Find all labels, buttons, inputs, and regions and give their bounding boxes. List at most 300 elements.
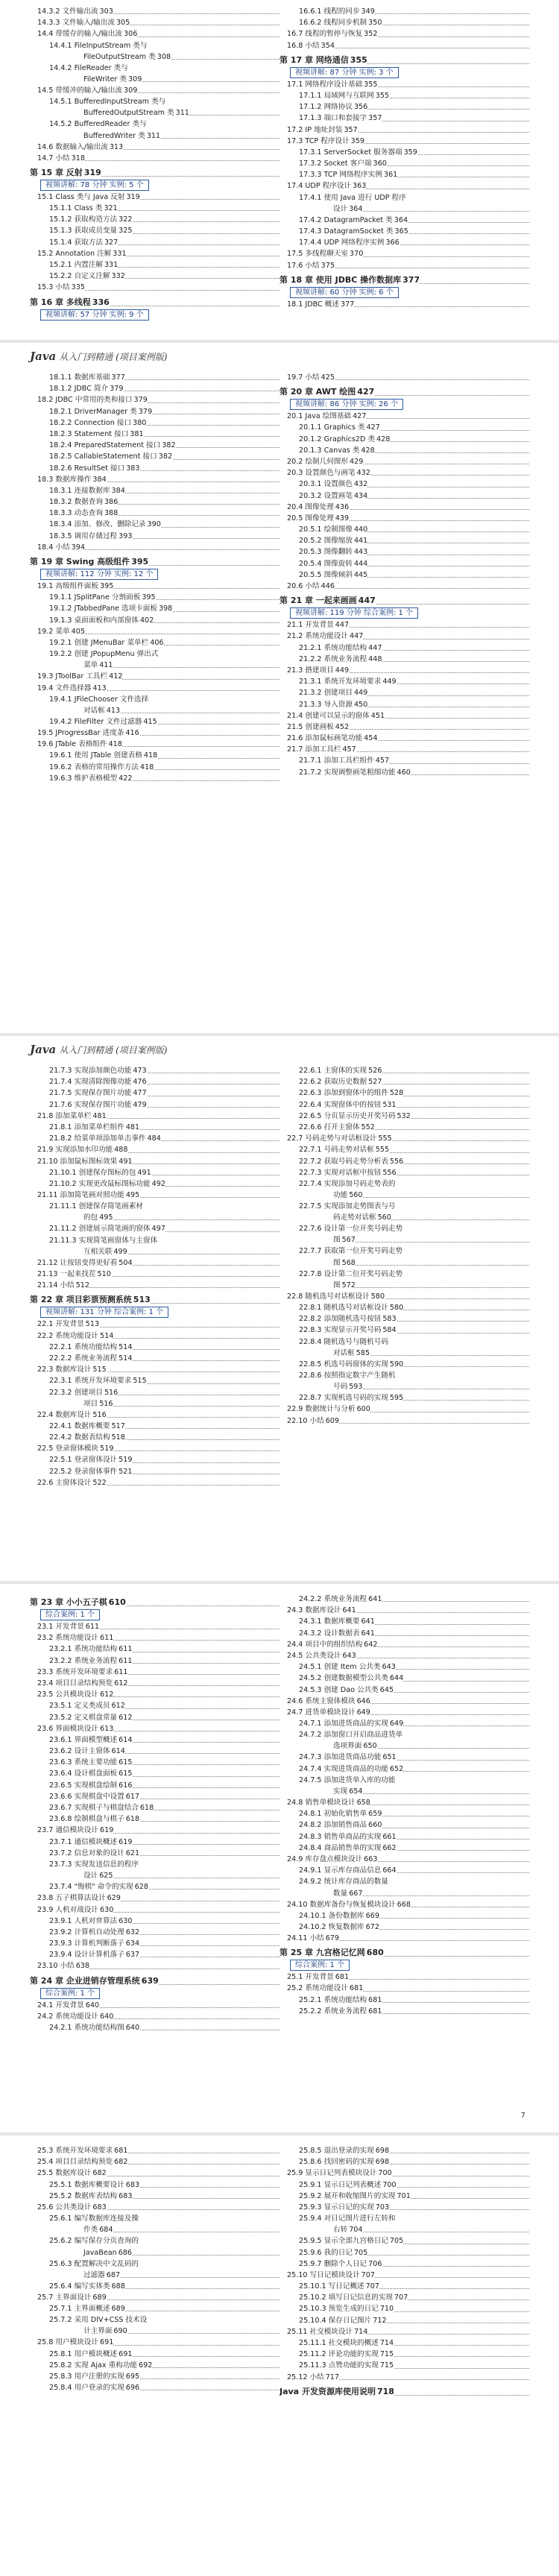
toc-entry[interactable] [30,1454,280,1465]
toc-entry[interactable] [30,63,280,74]
toc-entry[interactable] [30,2337,280,2348]
toc-entry[interactable] [30,581,280,592]
toc-entry[interactable] [280,1246,529,1257]
toc-entry[interactable] [30,1280,280,1291]
toc-entry[interactable] [280,1831,529,1843]
toc-entry[interactable] [30,2191,280,2202]
toc-entry[interactable] [30,2258,280,2270]
toc-entry[interactable] [280,1223,529,1234]
toc-entry[interactable] [30,1432,280,1443]
toc-entry[interactable] [280,1144,529,1155]
toc-entry[interactable] [280,1775,529,1786]
toc-entry[interactable] [280,1707,529,1718]
toc-chapter[interactable] [30,1293,280,1307]
toc-entry[interactable] [30,248,280,259]
toc-entry[interactable] [280,1201,529,1212]
toc-entry[interactable] [30,1723,280,1734]
toc-entry[interactable] [280,2168,529,2179]
toc-entry[interactable] [280,1359,529,1370]
toc-entry[interactable] [280,1302,529,1313]
toc-entry[interactable] [30,1892,280,1904]
toc-chapter-info[interactable] [30,569,280,581]
toc-entry[interactable] [280,1313,529,1325]
toc-entry[interactable] [30,1632,280,1644]
toc-entry[interactable] [280,479,529,490]
toc-entry[interactable] [280,2235,529,2247]
toc-entry[interactable] [280,710,529,722]
toc-entry[interactable] [280,2213,529,2224]
toc-entry[interactable] [30,85,280,96]
toc-entry[interactable] [30,130,280,142]
toc-entry[interactable] [30,74,280,85]
toc-entry[interactable] [30,1167,280,1178]
toc-entry[interactable] [280,1752,529,1763]
toc-entry[interactable] [30,237,280,248]
toc-entry[interactable] [280,434,529,445]
toc-chapter-info[interactable] [30,1988,280,2000]
toc-entry[interactable] [30,2156,280,2168]
toc-entry[interactable] [30,17,280,28]
toc-entry[interactable] [280,1381,529,1392]
toc-entry[interactable] [30,2011,280,2022]
toc-entry[interactable] [280,6,529,17]
toc-chapter-info[interactable] [30,1609,280,1621]
toc-entry[interactable] [30,1689,280,1700]
toc-entry[interactable] [30,2179,280,2191]
toc-chapter-info[interactable] [280,399,529,411]
toc-entry[interactable] [280,1899,529,1910]
toc-entry[interactable] [280,1348,529,1359]
toc-entry[interactable] [30,2168,280,2179]
toc-entry[interactable] [280,733,529,744]
toc-entry[interactable] [280,1594,529,1605]
toc-entry[interactable] [280,1178,529,1190]
toc-entry[interactable] [30,750,280,761]
toc-entry[interactable] [280,1983,529,1994]
toc-entry[interactable] [30,1223,280,1234]
toc-entry[interactable] [280,1415,529,1427]
toc-entry[interactable] [30,603,280,614]
toc-entry[interactable] [280,524,529,535]
toc-entry[interactable] [280,2372,529,2383]
toc-entry[interactable] [30,1757,280,1768]
toc-entry[interactable] [280,1661,529,1673]
toc-entry[interactable] [280,2191,529,2202]
toc-entry[interactable] [280,1076,529,1087]
toc-entry[interactable] [280,1685,529,1696]
toc-entry[interactable] [30,1667,280,1678]
toc-entry[interactable] [280,1212,529,1223]
toc-entry[interactable] [280,490,529,502]
toc-entry[interactable] [280,372,529,383]
toc-entry[interactable] [30,1342,280,1353]
toc-entry[interactable] [30,1881,280,1892]
toc-entry[interactable] [30,2281,280,2292]
toc-chapter[interactable] [30,1596,280,1609]
toc-entry[interactable] [280,1718,529,1729]
toc-entry[interactable] [30,96,280,107]
toc-entry[interactable] [30,1443,280,1454]
toc-entry[interactable] [30,694,280,705]
toc-entry[interactable] [280,1280,529,1291]
toc-entry[interactable] [30,1678,280,1689]
toc-entry[interactable] [30,1813,280,1825]
toc-entry[interactable] [30,1133,280,1144]
toc-entry[interactable] [30,626,280,637]
toc-entry[interactable] [30,1848,280,1859]
toc-entry[interactable] [30,2022,280,2033]
toc-entry[interactable] [30,648,280,660]
toc-entry[interactable] [280,1764,529,1775]
toc-entry[interactable] [30,727,280,739]
toc-entry[interactable] [280,755,529,766]
toc-entry[interactable] [280,1065,529,1076]
toc-entry[interactable] [30,1700,280,1711]
toc-chapter[interactable] [280,594,529,607]
toc-entry[interactable] [280,665,529,676]
toc-entry[interactable] [280,1257,529,1269]
toc-entry[interactable] [280,619,529,631]
toc-entry[interactable] [280,1808,529,1819]
toc-entry[interactable] [30,1644,280,1655]
toc-entry[interactable] [280,2360,529,2371]
toc-entry[interactable] [30,2145,280,2156]
toc-entry[interactable] [280,411,529,422]
toc-entry[interactable] [30,1916,280,1927]
toc-entry[interactable] [280,237,529,248]
toc-entry[interactable] [280,422,529,433]
toc-entry[interactable] [280,535,529,546]
toc-entry[interactable] [280,456,529,467]
toc-entry[interactable] [280,158,529,169]
toc-entry[interactable] [30,2224,280,2235]
toc-entry[interactable] [280,1628,529,1639]
toc-entry[interactable] [280,1234,529,1246]
toc-entry[interactable] [30,107,280,119]
toc-entry[interactable] [30,1144,280,1155]
toc-entry[interactable] [30,1802,280,1813]
toc-entry[interactable] [30,637,280,648]
toc-entry[interactable] [280,699,529,710]
toc-entry[interactable] [280,1843,529,1854]
toc-entry[interactable] [30,1353,280,1364]
toc-entry[interactable] [30,451,280,462]
toc-entry[interactable] [280,136,529,147]
toc-entry[interactable] [280,1111,529,1122]
toc-entry[interactable] [280,1605,529,1616]
toc-entry[interactable] [280,1325,529,1336]
toc-entry[interactable] [30,2247,280,2258]
toc-entry[interactable] [30,773,280,784]
toc-entry[interactable] [280,2224,529,2235]
toc-entry[interactable] [30,1655,280,1667]
toc-entry[interactable] [30,1099,280,1111]
toc-entry[interactable] [280,1888,529,1899]
toc-entry[interactable] [280,558,529,569]
toc-entry[interactable] [280,631,529,642]
toc-entry[interactable] [280,1729,529,1740]
toc-entry[interactable] [280,1087,529,1099]
toc-entry[interactable] [30,40,280,51]
toc-entry[interactable] [30,615,280,626]
toc-entry[interactable] [280,299,529,310]
toc-entry[interactable] [280,90,529,101]
toc-entry[interactable] [280,1291,529,1302]
toc-entry[interactable] [30,1870,280,1881]
toc-entry[interactable] [280,2145,529,2156]
toc-entry[interactable] [280,687,529,698]
toc-chapter[interactable] [280,274,529,287]
toc-entry[interactable] [30,1065,280,1076]
toc-entry[interactable] [280,1616,529,1627]
toc-entry[interactable] [280,1696,529,1707]
toc-entry[interactable] [280,1156,529,1167]
toc-entry[interactable] [30,1938,280,1949]
toc-entry[interactable] [30,383,280,394]
toc-entry[interactable] [30,1712,280,1723]
toc-entry[interactable] [280,2258,529,2270]
toc-entry[interactable] [30,1768,280,1779]
toc-entry[interactable] [280,2270,529,2281]
toc-entry[interactable] [280,2337,529,2349]
toc-entry[interactable] [30,1156,280,1167]
toc-entry[interactable] [30,259,280,271]
toc-entry[interactable] [280,2006,529,2017]
toc-entry[interactable] [280,1854,529,1865]
toc-entry[interactable] [30,463,280,474]
toc-entry[interactable] [30,2213,280,2224]
toc-entry[interactable] [280,1819,529,1831]
toc-entry[interactable] [280,1995,529,2006]
toc-entry[interactable] [30,1734,280,1746]
toc-entry[interactable] [30,542,280,553]
toc-entry[interactable] [30,1746,280,1757]
toc-entry[interactable] [30,2371,280,2382]
toc-entry[interactable] [280,1190,529,1201]
toc-entry[interactable] [30,417,280,429]
toc-entry[interactable] [30,1837,280,1848]
toc-entry[interactable] [280,226,529,237]
toc-entry[interactable] [30,1364,280,1375]
toc-entry[interactable] [280,203,529,215]
toc-chapter[interactable] [280,2385,529,2399]
toc-entry[interactable] [280,445,529,456]
toc-chapter[interactable] [30,166,280,180]
toc-entry[interactable] [30,372,280,383]
toc-entry[interactable] [280,1392,529,1404]
toc-entry[interactable] [30,153,280,164]
toc-entry[interactable] [30,1257,280,1269]
toc-entry[interactable] [30,2235,280,2247]
toc-entry[interactable] [30,1927,280,1938]
toc-entry[interactable] [280,2326,529,2337]
toc-entry[interactable] [280,2202,529,2213]
toc-chapter-info[interactable] [280,1960,529,1972]
toc-entry[interactable] [30,705,280,716]
toc-entry[interactable] [280,192,529,203]
toc-entry[interactable] [280,40,529,51]
toc-entry[interactable] [30,282,280,293]
toc-entry[interactable] [30,429,280,440]
toc-entry[interactable] [280,124,529,136]
toc-entry[interactable] [280,1269,529,1280]
toc-entry[interactable] [280,2247,529,2258]
toc-entry[interactable] [280,1122,529,1133]
toc-entry[interactable] [30,214,280,225]
toc-entry[interactable] [30,496,280,508]
toc-entry[interactable] [30,192,280,203]
toc-chapter[interactable] [280,54,529,67]
toc-entry[interactable] [280,581,529,592]
toc-chapter-info[interactable] [30,180,280,192]
toc-entry[interactable] [30,1190,280,1201]
toc-chapter-info[interactable] [30,309,280,321]
toc-entry[interactable] [30,2202,280,2213]
toc-entry[interactable] [280,643,529,654]
toc-entry[interactable] [280,260,529,271]
toc-chapter-info[interactable] [30,1307,280,1319]
toc-entry[interactable] [30,28,280,40]
toc-entry[interactable] [30,1904,280,1916]
toc-entry[interactable] [30,203,280,214]
toc-entry[interactable] [280,2281,529,2292]
toc-entry[interactable] [30,1466,280,1477]
toc-entry[interactable] [280,1740,529,1752]
toc-entry[interactable] [30,671,280,682]
toc-entry[interactable] [280,215,529,226]
toc-entry[interactable] [280,1650,529,1661]
toc-entry[interactable] [280,1933,529,1944]
toc-entry[interactable] [30,1949,280,1960]
toc-entry[interactable] [30,485,280,496]
toc-entry[interactable] [30,716,280,727]
toc-entry[interactable] [280,28,529,40]
toc-chapter-info[interactable] [280,67,529,79]
toc-entry[interactable] [30,519,280,530]
toc-entry[interactable] [30,1235,280,1246]
toc-entry[interactable] [30,1319,280,1330]
toc-chapter[interactable] [280,1946,529,1960]
toc-entry[interactable] [30,762,280,773]
toc-entry[interactable] [280,1167,529,1178]
toc-entry[interactable] [30,2270,280,2281]
toc-entry[interactable] [30,1111,280,1122]
toc-entry[interactable] [30,1409,280,1421]
toc-chapter[interactable] [280,385,529,399]
toc-entry[interactable] [30,474,280,485]
toc-chapter[interactable] [30,555,280,569]
toc-entry[interactable] [280,2292,529,2303]
toc-entry[interactable] [30,1178,280,1190]
toc-entry[interactable] [30,2360,280,2371]
toc-entry[interactable] [30,2000,280,2011]
toc-entry[interactable] [280,1404,529,1415]
toc-entry[interactable] [30,1825,280,1836]
toc-entry[interactable] [280,744,529,755]
toc-entry[interactable] [30,1087,280,1099]
toc-entry[interactable] [30,394,280,405]
toc-entry[interactable] [30,2292,280,2303]
toc-entry[interactable] [30,1621,280,1632]
toc-entry[interactable] [30,2349,280,2360]
toc-entry[interactable] [280,1336,529,1348]
toc-entry[interactable] [280,1876,529,1887]
toc-entry[interactable] [30,1780,280,1791]
toc-chapter[interactable] [30,1974,280,1988]
toc-entry[interactable] [30,2382,280,2393]
toc-entry[interactable] [30,1960,280,1972]
toc-entry[interactable] [30,531,280,542]
toc-entry[interactable] [280,1370,529,1381]
toc-entry[interactable] [280,722,529,733]
toc-entry[interactable] [30,1201,280,1212]
toc-entry[interactable] [280,180,529,192]
toc-entry[interactable] [30,406,280,417]
toc-entry[interactable] [30,1076,280,1087]
toc-entry[interactable] [30,1859,280,1870]
toc-entry[interactable] [280,1133,529,1144]
toc-entry[interactable] [30,508,280,519]
toc-entry[interactable] [280,502,529,513]
toc-entry[interactable] [30,51,280,63]
toc-entry[interactable] [30,1421,280,1432]
toc-entry[interactable] [280,1099,529,1111]
toc-entry[interactable] [280,2303,529,2314]
toc-entry[interactable] [30,1477,280,1489]
toc-entry[interactable] [30,1398,280,1409]
toc-chapter[interactable] [30,296,280,309]
toc-entry[interactable] [280,513,529,524]
toc-entry[interactable] [280,101,529,113]
toc-chapter-info[interactable] [280,287,529,299]
toc-entry[interactable] [30,1791,280,1802]
toc-entry[interactable] [280,2349,529,2360]
toc-entry[interactable] [30,1212,280,1223]
toc-entry[interactable] [30,271,280,282]
toc-entry[interactable] [30,440,280,451]
toc-entry[interactable] [280,1797,529,1808]
toc-entry[interactable] [30,683,280,694]
toc-entry[interactable] [280,1922,529,1933]
toc-entry[interactable] [30,592,280,603]
toc-entry[interactable] [30,1269,280,1280]
toc-entry[interactable] [280,1673,529,1684]
toc-entry[interactable] [30,660,280,671]
toc-entry[interactable] [30,142,280,153]
toc-entry[interactable] [280,546,529,558]
toc-entry[interactable] [280,1786,529,1797]
toc-entry[interactable] [280,467,529,479]
toc-entry[interactable] [30,225,280,236]
toc-entry[interactable] [30,2303,280,2314]
toc-entry[interactable] [280,569,529,581]
toc-entry[interactable] [280,248,529,259]
toc-entry[interactable] [280,79,529,90]
toc-entry[interactable] [30,1246,280,1257]
toc-entry[interactable] [30,739,280,750]
toc-entry[interactable] [30,1122,280,1133]
toc-entry[interactable] [280,654,529,665]
toc-entry[interactable] [30,1330,280,1342]
toc-entry[interactable] [280,169,529,180]
toc-entry[interactable] [280,17,529,28]
toc-entry[interactable] [280,767,529,778]
toc-entry[interactable] [280,113,529,124]
toc-entry[interactable] [30,1387,280,1398]
toc-entry[interactable] [30,2326,280,2337]
toc-entry[interactable] [280,2315,529,2326]
toc-entry[interactable] [280,1639,529,1650]
